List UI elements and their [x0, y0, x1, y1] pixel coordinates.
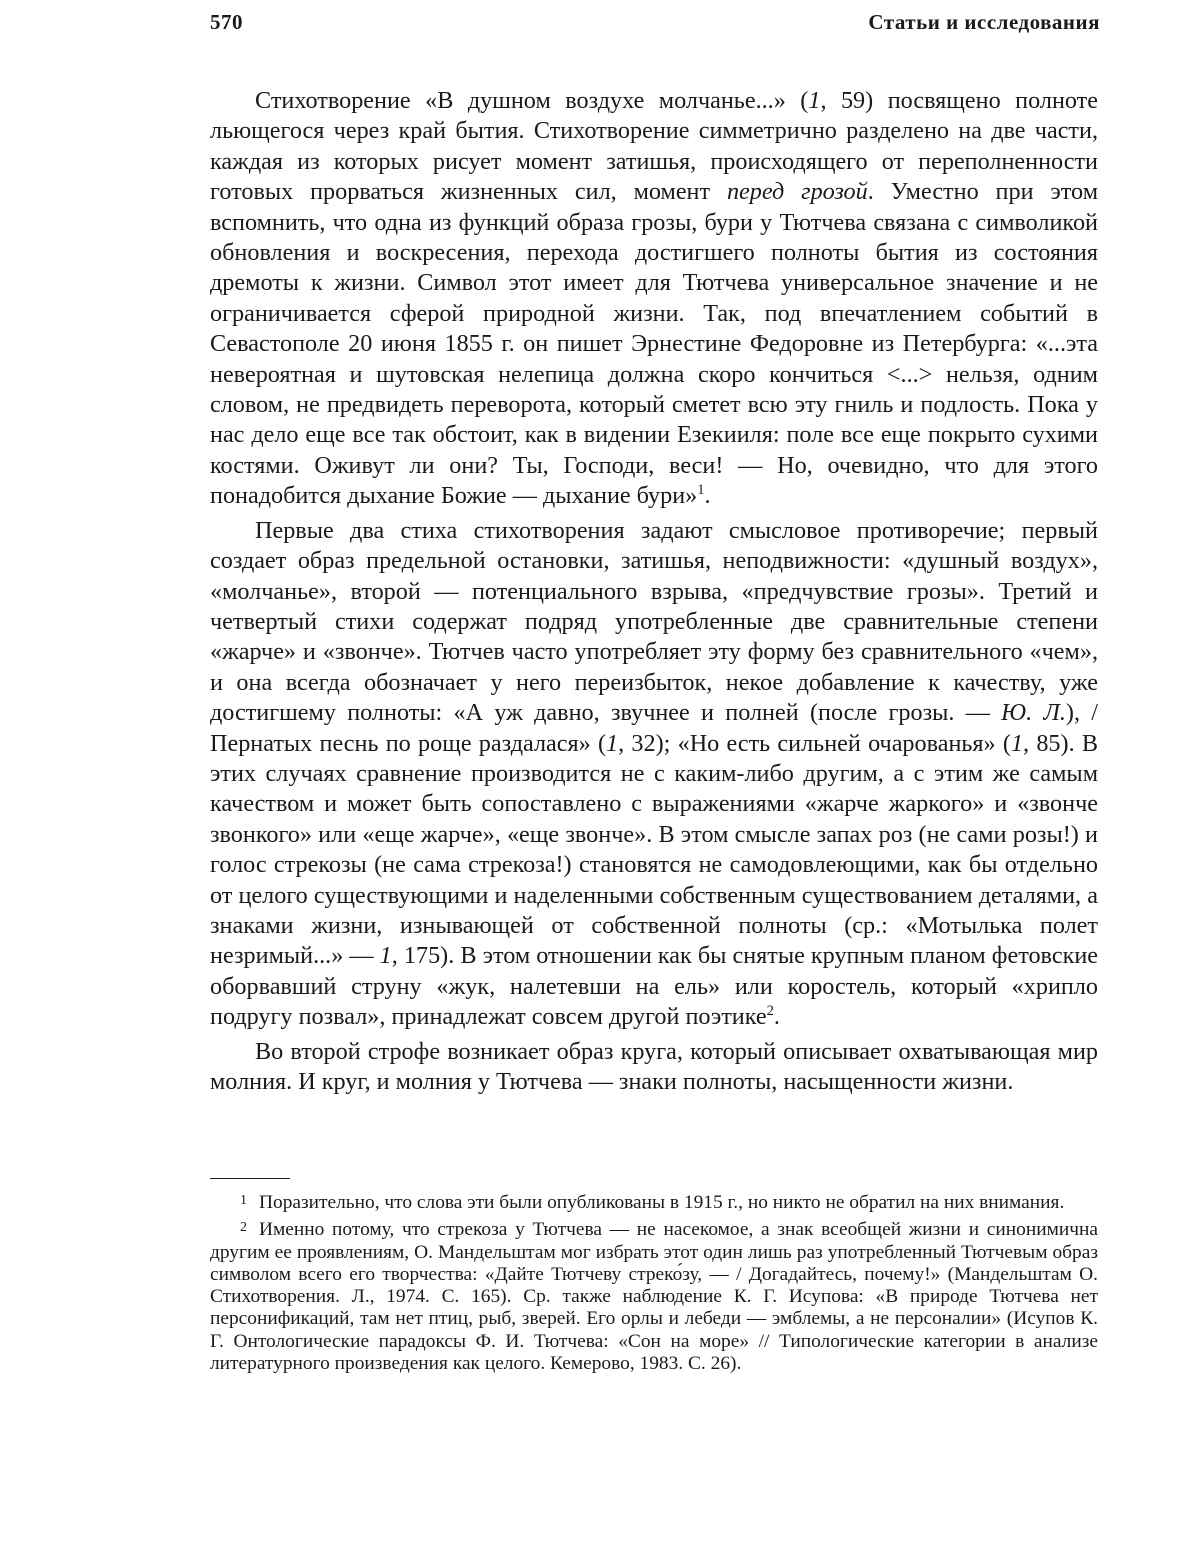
paragraph [210, 1037, 1098, 1098]
text-run: , 85). В этих случаях сравнение производится не с каким-либо другим, а с этим же самым качеством и может быть сопоставлено с выражениями «жарче жаркого» и «звонче звонкого» или «еще жарче», «еще звонче». В этом смысле запах роз (не сами розы!) и голос стрекозы (не сама стрекоза!) становятся не самодовлеющими, как бы отдельно от целого существующими и наделенными собственным существованием деталями, а знаками жизни, изнывающей от собственной полноты (ср.: «Мотылька полет незримый...» — [210, 729, 1098, 970]
running-head [210, 10, 1100, 46]
section-title: Статьи и исследования [868, 10, 1100, 34]
footnote [210, 1190, 1098, 1214]
paragraph [210, 516, 1098, 1033]
italic-text: 1 [606, 729, 619, 757]
text-run: Во второй строфе возникает образ круга, который описывает охватывающая мир молния. И круг, и молния у Тютчева — знаки полноты, насыщенности жизни. [210, 1037, 1098, 1095]
italic-text: Мандельштам О. [954, 1263, 1098, 1285]
footnote-number: 2 [240, 1220, 247, 1236]
italic-text: Исупов К. Г. [210, 1308, 1098, 1352]
text-run: Стихотворение «В душном воздухе молчанье...» ( [255, 87, 809, 114]
footnote [210, 1217, 1098, 1375]
footnote-reference: 1 [697, 482, 705, 499]
text-run: Онтологические парадоксы Ф. И. Тютчева: «Сон на море» // Типологические категории в анализе литературного произведения как целого. Кемерово, 1983. С. 26). [210, 1330, 1098, 1375]
text-run: Первые два стиха стихотворения задают смысловое противоречие; первый создает образ предельной остановки, затишья, неподвижности: «душный воздух», «молчанье», второй — потенциального взрыва, «предчувствие грозы». Третий и четвертый стихи содержат подряд употребленные две сравнительные степени «жарче» и «звонче». Тютчев часто употребляет эту форму без сравнительного «чем», и она всегда обозначает у него переизбыток, некое добавление к качеству, уже достигшему полноты: «А уж давно, звучнее и полней (после грозы. — [210, 516, 1098, 727]
text-run: , 32); «Но есть сильней очарованья» ( [618, 729, 1011, 757]
footnote-number: 1 [240, 1193, 247, 1208]
text-run: , 175). В этом отношении как бы снятые крупным планом фетовские оборвавший струну «жук, налетевши на ель» или коростель, который «хрипло подругу позвал», принадлежат совсем другой поэтике [210, 942, 1098, 1031]
italic-text: 1 [379, 942, 392, 970]
footnotes [210, 1190, 1098, 1378]
paragraph [210, 86, 1098, 512]
text-run: . [704, 482, 711, 510]
italic-text: 1 [1010, 729, 1024, 757]
text-run: . [773, 1003, 780, 1031]
italic-text: Ю. Л. [1001, 699, 1066, 727]
footnote-reference: 2 [766, 1003, 774, 1020]
page-number: 570 [210, 10, 243, 34]
main-text [210, 86, 1098, 1101]
text-run: Именно потому, что стрекоза у Тютчева — не насекомое, а знак всеобщей жизни и синонимична другим ее проявлениям, О. Мандельштам мог избрать этот один лишь раз употребленный Тютчевым образ символом всего его творчества: «Дайте Тютчеву стреко́зу, — / Догадайтесь, почему!» ( [210, 1219, 1098, 1285]
italic-text: перед грозой [726, 178, 868, 206]
text-run: Стихотворения. Л., 1974. С. 165). Ср. также наблюдение К. Г. Исупова: «В природе Тютчева нет персонификаций, там нет птиц, рыб, зверей. Его орлы и лебеди — эмблемы, а не персоналии» ( [210, 1286, 1098, 1330]
text-run: ), / Пернатых песнь по роще раздалася» ( [210, 699, 1098, 757]
italic-text: 1 [808, 87, 821, 114]
footnote-divider [210, 1178, 290, 1179]
text-run: , 59) посвящено полноте льющегося через край бытия. Стихотворение симметрично разделено на две части, каждая из которых рисует момент затишья, происходящего от переполненности готовых прорваться жизненных сил, момент [210, 87, 1098, 206]
text-run: . Уместно при этом вспомнить, что одна из функций образа грозы, бури у Тютчева связана с символикой обновления и воскресения, перехода достигшего полноты бытия из состояния дремоты к жизни. Символ этот имеет для Тютчева универсальное значение и не ограничивается сферой природной жизни. Так, под впечатлением событий в Севастополе 20 июня 1855 г. он пишет Эрнестине Федоровне из Петербурга: «...эта невероятная и шутовская нелепица должна скоро кончиться <...> нельзя, одним словом, не предвидеть переворота, который сметет всю эту гниль и подлость. Пока у нас дело еще все так обстоит, как в видении Езекииля: поле все еще покрыто сухими костями. Оживут ли они? Ты, Господи, веси! — Но, очевидно, что для этого понадобится дыхание Божие — дыхание бури» [210, 178, 1098, 510]
text-run: Поразительно, что слова эти были опубликованы в 1915 г., но никто не обратил на них внимания. [259, 1192, 1065, 1213]
